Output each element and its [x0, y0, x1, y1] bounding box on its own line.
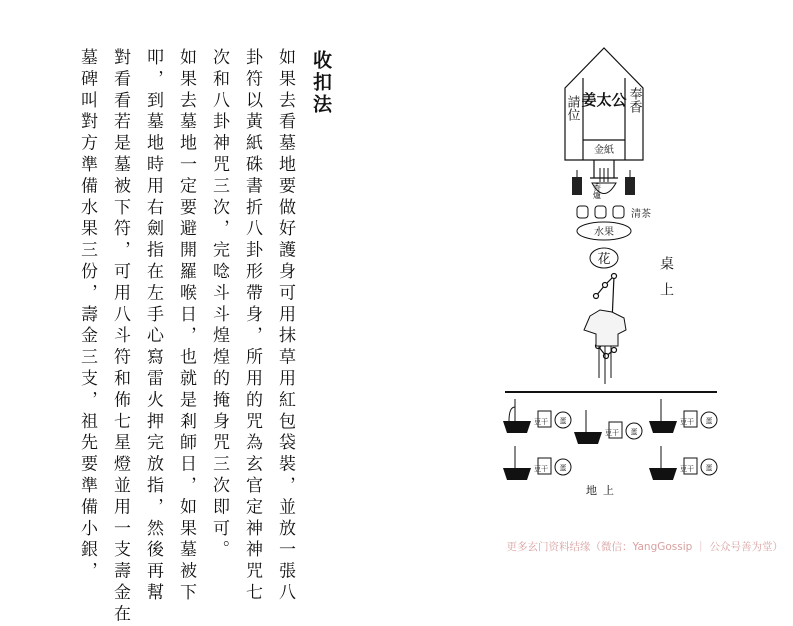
fruit-plate-icon — [577, 222, 631, 240]
tag-circle-2: 蛋 — [630, 428, 638, 436]
offering-group-3 — [649, 399, 717, 433]
text-column-4: 如果去墓地一定要避開羅喉日，也就是剎師日，如果墓被下 — [176, 48, 196, 605]
tablet-left-label: 請位 — [564, 95, 580, 121]
text-column-6: 對看看若是墓被下符，可用八斗符和佈七星燈並用一支壽金在 — [110, 48, 130, 626]
tag-top-1: 豆干 — [534, 418, 548, 426]
text-column-5: 叩，到墓地時用右劍指在左手心寫雷火押完放指，然後再幫 — [143, 48, 163, 605]
paper-clothing-icon — [584, 310, 626, 384]
tag-top-5: 豆干 — [680, 465, 694, 473]
tea-cups-icon — [577, 206, 624, 218]
text-column-2: 卦符以黃紙硃書折八卦形帶身，所用的咒為玄官定神神咒七 — [242, 48, 262, 605]
ancestor-tablet — [565, 48, 643, 178]
tag-top-4: 豆干 — [534, 465, 548, 473]
tag-circle-1: 蛋 — [559, 417, 567, 425]
tablet-bottom-label: 金紙 — [594, 145, 614, 156]
text-column-1: 如果去看墓地要做好護身可用抹草用紅包袋裝，並放一張八 — [275, 48, 295, 605]
candle-left-icon — [572, 170, 582, 195]
tag-circle-5: 蛋 — [705, 464, 713, 472]
tag-circle-3: 蛋 — [705, 417, 713, 425]
text-column-7: 墓碑叫對方準備水果三份，壽金三支，祖先要準備小銀， — [77, 48, 97, 583]
incense-burner-icon — [592, 168, 616, 194]
tea-label: 清茶 — [631, 209, 651, 220]
tag-circle-4: 蛋 — [559, 464, 567, 472]
offering-group-2 — [574, 410, 642, 444]
flower-circle-icon — [590, 248, 618, 268]
text-column-3: 次和八卦神咒三次，完唸斗斗煌煌的掩身咒三次即可。 — [209, 48, 229, 562]
offering-group-4 — [503, 446, 571, 480]
tag-top-3: 豆干 — [680, 418, 694, 426]
offering-group-1 — [503, 399, 571, 433]
tablet-center-label: 姜太公 — [581, 91, 627, 109]
ground-label: 地上 — [586, 484, 620, 497]
footer-watermark: 更多玄门资料结缘（微信：YangGossip ｜ 公众号善为堂） — [506, 541, 783, 553]
censer-label: 香爐 — [592, 183, 602, 199]
tablet-right-label: 奉香 — [626, 87, 642, 113]
fruit-label: 水果 — [594, 227, 614, 238]
section-title: 收扣法 — [310, 50, 332, 116]
tag-top-2: 豆干 — [605, 429, 619, 437]
flower-label: 花 — [597, 252, 611, 267]
offering-group-5 — [649, 446, 717, 480]
table-label: 桌上 — [658, 256, 674, 308]
candle-right-icon — [625, 170, 635, 195]
seven-star-lamp-icon — [594, 274, 617, 359]
